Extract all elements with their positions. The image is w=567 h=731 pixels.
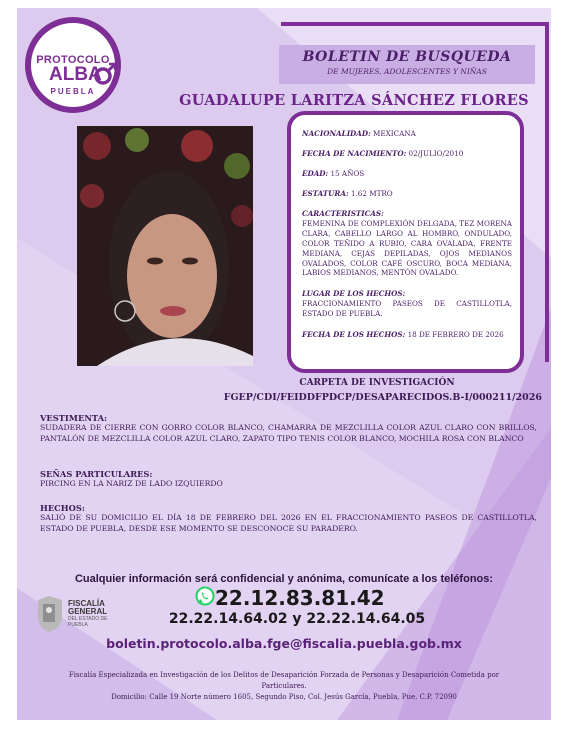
bulletin-frame: [17, 8, 551, 720]
contact-email[interactable]: boletin.protocolo.alba.fge@fiscalia.puebla.gob.mx: [106, 636, 462, 651]
fiscalia-text-1: FISCALÍA: [68, 599, 105, 608]
whatsapp-icon: [195, 586, 215, 606]
senas-section: [40, 469, 537, 490]
footer-line-2: Domicilio: Calle 19 Norte número 1605, Segundo Piso, Col. Jesús García, Puebla, Pue. C.P. 72090: [111, 693, 457, 701]
nacionalidad-label: NACIONALIDAD:: [302, 129, 371, 138]
carpeta-label: CARPETA DE INVESTIGACIÓN: [299, 378, 455, 388]
protocolo-alba-logo: [25, 17, 121, 113]
detail-nacionalidad: [302, 129, 512, 138]
bulletin-header: [279, 45, 535, 84]
detail-edad: [302, 169, 512, 178]
detail-estatura: [302, 189, 512, 198]
female-symbol-icon: [92, 61, 118, 87]
detail-caracteristicas: [302, 209, 512, 278]
detail-nacimiento: [302, 149, 512, 158]
estatura-value: 1.62 MTRO: [350, 189, 393, 198]
senas-text: PIRCING EN LA NARIZ DE LADO IZQUIERDO: [40, 479, 223, 488]
vestimenta-section: [40, 413, 537, 444]
hechos-label: HECHOS:: [40, 503, 85, 513]
bulletin-subtitle: DE MUJERES, ADOLESCENTES Y NIÑAS: [327, 67, 487, 76]
footer-line-1: Fiscalía Especializada en Investigación de los Delitos de Desaparición Forzada de Personas y Desaparición Cometida por Particulares.: [68, 671, 500, 690]
person-details-card: [287, 111, 524, 373]
logo-text-alba: ALBA: [49, 64, 102, 85]
edad-value: 15 AÑOS: [330, 169, 365, 178]
fiscalia-text-3: DEL ESTADO DE PUEBLA: [68, 616, 108, 628]
phone-main[interactable]: 22.12.83.81.42: [215, 586, 385, 610]
missing-person-name: GUADALUPE LARITZA SÁNCHEZ FLORES: [179, 92, 529, 109]
vestimenta-label: VESTIMENTA:: [40, 413, 108, 423]
hechos-text: SALIÓ DE SU DOMICILIO EL DÍA 18 DE FEBRERO DEL 2026 EN EL FRACCIONAMIENTO PASEOS DE CASTILLOTLA, ESTADO DE PUEBLA, DESDE ESE MOMENTO SE DESCONOCE SU PARADERO.: [40, 513, 537, 533]
contact-intro: Cualquier información será confidencial y anónima, comunícate a los teléfonos:: [74, 573, 494, 585]
fecha-hechos-value: 18 DE FEBRERO DE 2026: [407, 330, 504, 340]
hechos-section: [40, 503, 537, 534]
senas-label: SEÑAS PARTICULARES:: [40, 469, 153, 479]
nacimiento-label: FECHA DE NACIMIENTO:: [302, 149, 407, 158]
lugar-value: FRACCIONAMIENTO PASEOS DE CASTILLOTLA, ESTADO DE PUEBLA.: [302, 299, 512, 319]
fiscalia-text-2: GENERAL: [68, 607, 108, 616]
edad-label: EDAD:: [302, 169, 329, 178]
detail-lugar: [302, 289, 512, 319]
caracteristicas-label: CARACTERISTICAS:: [302, 209, 384, 218]
header-top-line: [281, 22, 545, 26]
header-right-line: [545, 22, 549, 362]
carpeta-number: FGEP/CDI/FEIDDFPDCP/DESAPARECIDOS.B-I/000211/2026: [223, 392, 542, 403]
caracteristicas-value: FEMENINA DE COMPLEXIÓN DELGADA, TEZ MORENA CLARA, CABELLO LARGO AL HOMBRO, ONDULADO, COLOR TEÑIDO A RUBIO, CARA OVALADA, FRENTE MEDIANA, CEJAS DEPILADAS, OJOS MEDIANOS OVALADOS, COLOR CAFÉ OSCURO, BOCA MEDIANA, LABIOS MEDIANOS, MENTÓN OVALADO.: [302, 218, 513, 278]
logo-text-protocolo: PROTOCOLO: [36, 54, 110, 66]
footer: [47, 670, 521, 703]
bulletin-title: BOLETIN DE BUSQUEDA: [302, 49, 512, 65]
missing-person-photo: [77, 126, 253, 366]
nacimiento-value: 02/JULIO/2010: [408, 149, 464, 158]
vestimenta-text: SUDADERA DE CIERRE CON GORRO COLOR BLANCO, CHAMARRA DE MEZCLILLA COLOR AZUL CLARO CON BRILLOS, PANTALÓN DE MEZCLILLA COLOR AZUL CLARO, ZAPATO TIPO TENIS COLOR BLANCO, MOCHILA ROSA CON BLANCO: [40, 423, 537, 443]
estatura-label: ESTATURA:: [302, 189, 349, 198]
phone-other[interactable]: 22.22.14.64.02 y 22.22.14.64.05: [168, 611, 426, 627]
nacionalidad-value: MEXICANA: [373, 129, 416, 138]
lugar-label: LUGAR DE LOS HECHOS:: [302, 289, 406, 299]
fecha-hechos-label: FECHA DE LOS HECHOS:: [302, 330, 406, 340]
detail-fecha-hechos: [302, 330, 512, 340]
logo-text-puebla: PUEBLA: [50, 87, 96, 96]
